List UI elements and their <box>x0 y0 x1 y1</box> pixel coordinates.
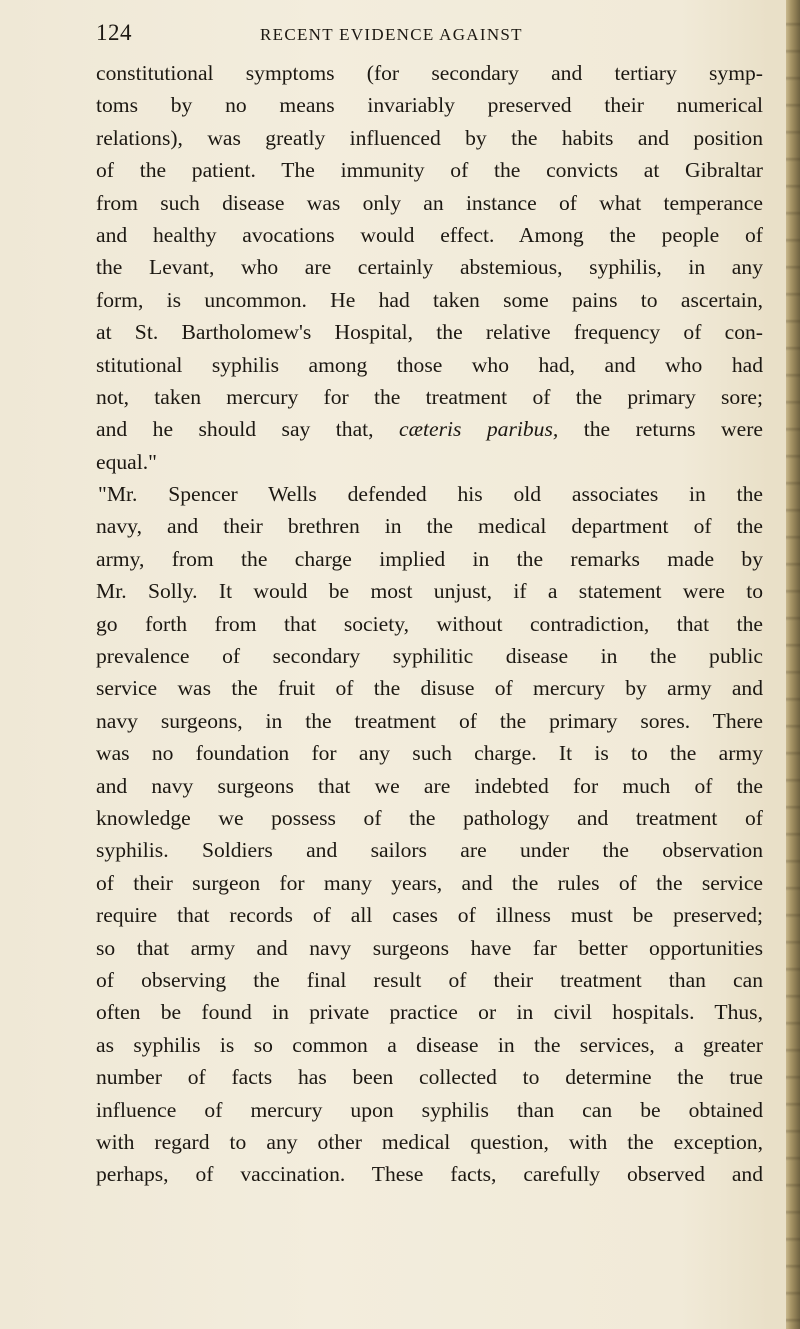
body-text <box>96 57 763 1191</box>
text-line: at St. Bartholomew's Hospital, the relative frequency of con- <box>96 320 763 345</box>
text-line: number of facts has been collected to determine the true <box>96 1065 763 1090</box>
text-line-with-italic <box>96 413 763 445</box>
text-line: of their surgeon for many years, and the rules of the service <box>96 870 763 895</box>
text-segment: the returns were <box>558 417 763 442</box>
text-line: form, is uncommon. He had taken some pains to ascertain, <box>96 287 763 312</box>
text-line: and healthy avocations would effect. Among the people of <box>96 222 763 247</box>
text-line: require that records of all cases of illness must be preserved; <box>96 903 763 928</box>
text-line: army, from the charge implied in the remarks made by <box>96 546 763 571</box>
text-line: Mr. Solly. It would be most unjust, if a statement were to <box>96 579 763 604</box>
text-line: as syphilis is so common a disease in the services, a greater <box>96 1032 763 1057</box>
text-line: perhaps, of vaccination. These facts, carefully observed and <box>96 1162 763 1187</box>
running-head <box>96 20 786 50</box>
text-line: the Levant, who are certainly abstemious, syphilis, in any <box>96 255 763 280</box>
text-line: toms by no means invariably preserved their numerical <box>96 93 763 118</box>
text-line: of observing the final result of their treatment than can <box>96 967 763 992</box>
text-line: often be found in private practice or in civil hospitals. Thus, <box>96 1000 763 1025</box>
text-line: stitutional syphilis among those who had, and who had <box>96 352 763 377</box>
text-line: not, taken mercury for the treatment of the primary sore; <box>96 384 763 409</box>
italic-phrase: cæteris paribus, <box>399 417 559 442</box>
text-segment: and he should say that, <box>96 417 400 442</box>
running-head-title: RECENT EVIDENCE AGAINST <box>260 25 523 44</box>
text-line: syphilis. Soldiers and sailors are under the observation <box>96 838 763 863</box>
text-line: and navy surgeons that we are indebted for much of the <box>96 773 763 798</box>
text-line: prevalence of secondary syphilitic disease in the public <box>96 644 763 669</box>
text-line: from such disease was only an instance of what temperance <box>96 190 763 215</box>
text-line: service was the fruit of the disuse of mercury by army and <box>96 676 763 701</box>
text-line: influence of mercury upon syphilis than can be obtained <box>96 1097 763 1122</box>
text-line: of the patient. The immunity of the convicts at Gibraltar <box>96 158 763 183</box>
paragraph-start-line: "Mr. Spencer Wells defended his old associates in the <box>98 482 763 507</box>
text-line: go forth from that society, without contradiction, that the <box>96 611 763 636</box>
text-line: with regard to any other medical question, with the exception, <box>96 1129 763 1154</box>
text-line: relations), was greatly influenced by the habits and position <box>96 125 763 150</box>
text-line: navy surgeons, in the treatment of the primary sores. There <box>96 708 763 733</box>
text-line: knowledge we possess of the pathology and treatment of <box>96 805 763 830</box>
page-edge-texture <box>786 0 800 1329</box>
text-line: navy, and their brethren in the medical department of the <box>96 514 763 539</box>
text-line: was no foundation for any such charge. It is to the army <box>96 741 763 766</box>
paragraph-end-line: equal." <box>96 449 157 474</box>
text-line: so that army and navy surgeons have far better opportunities <box>96 935 763 960</box>
page-number: 124 <box>96 20 132 45</box>
text-line: constitutional symptoms (for secondary and tertiary symp- <box>96 61 763 85</box>
